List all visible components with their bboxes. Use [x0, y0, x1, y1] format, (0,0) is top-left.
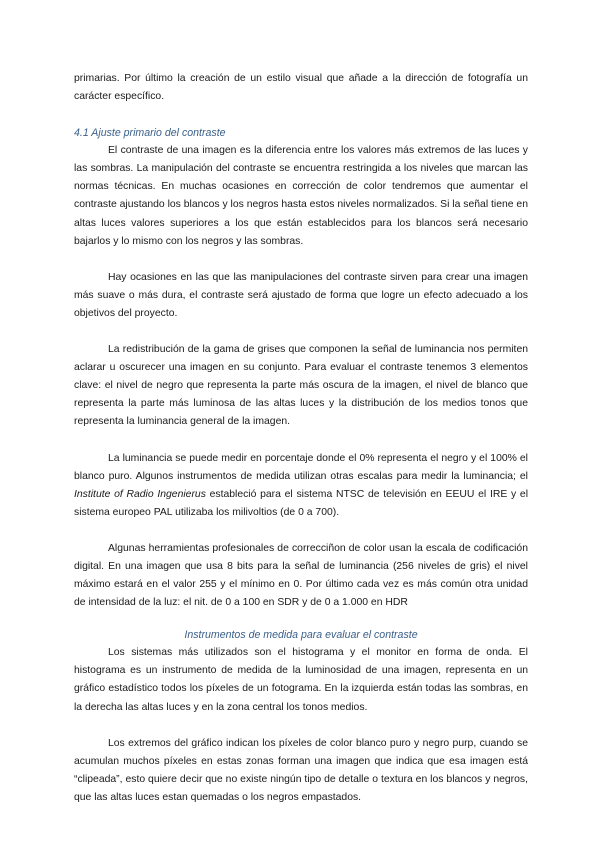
luminance-text-end: estableció para el sistema NTSC de televisión en EEUU el IRE y el sistema europeo PAL utilizaba los milivoltios (de 0 a 700).	[74, 488, 528, 518]
intro-paragraph: primarias. Por último la creación de un estilo visual que añade a la dirección de fotografía un carácter específico.	[74, 73, 528, 103]
section-heading: 4.1 Ajuste primario del contraste	[74, 127, 226, 140]
subsection-heading: Instrumentos de medida para evaluar el contraste	[184, 629, 418, 642]
contrast-paragraph-4	[74, 450, 528, 522]
contrast-paragraph-1: El contraste de una imagen es la diferencia entre los valores más extremos de las luces y las sombras. La manipulación del contraste se encuentra restringida a los niveles que marcan las normas técnicas. En muchas ocasiones en corrección de color tendremos que aumentar el contraste ajustando los blancos y los negros hasta estos niveles normalizados. Si la señal tiene en altas luces valores superiores a los que están establecidos para los blancos será necesario bajarlos y lo mismo con los negros y las sombras.	[74, 145, 528, 247]
instruments-paragraph-1: Los sistemas más utilizados son el histograma y el monitor en forma de onda. El histograma es un instrumento de medida de la luminosidad de una imagen, representa en un gráfico estadístico todos los píxeles de un fotograma. En la izquierda están todas las sombras, en la derecha las altas luces y en la zona central los tonos medios.	[74, 647, 528, 713]
instruments-paragraph-2: Los extremos del gráfico indican los píxeles de color blanco puro y negro purp, cuando se acumulan muchos píxeles en estas zonas forman una imagen que indica que esa imagen está “clipeada”, esto quiere decir que no existe ningún tipo de detalle o textura en los blancos y negros, que las altas luces estan quemadas o los negros empastados.	[74, 737, 528, 803]
document-page	[74, 70, 528, 807]
institute-name: Institute of Radio Ingenierus	[74, 488, 206, 500]
contrast-paragraph-3: La redistribución de la gama de grises que componen la señal de luminancia nos permiten aclarar u oscurecer una imagen en su conjunto. Para evaluar el contraste tenemos 3 elementos clave: el nivel de negro que representa la parte más oscura de la imagen, el nivel de blanco que representa la parte más luminosa de las altas luces y la distribución de los medios tonos que representa la luminancia general de la imagen.	[74, 344, 528, 428]
contrast-paragraph-5: Algunas herramientas profesionales de correcciñon de color usan la escala de codificación digital. En una imagen que usa 8 bits para la señal de luminancia (256 niveles de gris) el nivel máximo estará en el valor 255 y el mínimo en 0. Por último cada vez es más común otra unidad de intensidad de la luz: el nit. de 0 a 100 en SDR y de 0 a 1.000 en HDR	[74, 542, 528, 609]
contrast-paragraph-2: Hay ocasiones en las que las manipulaciones del contraste sirven para crear una imagen más suave o más dura, el contraste será ajustado de forma que logre un efecto adecuado a los objetivos del proyecto.	[74, 271, 528, 319]
luminance-text-start: La luminancia se puede medir en porcentaje donde el 0% representa el negro y el 100% el blanco puro. Algunos instrumentos de medida utilizan otras escalas para medir la luminancia; el	[74, 452, 528, 482]
